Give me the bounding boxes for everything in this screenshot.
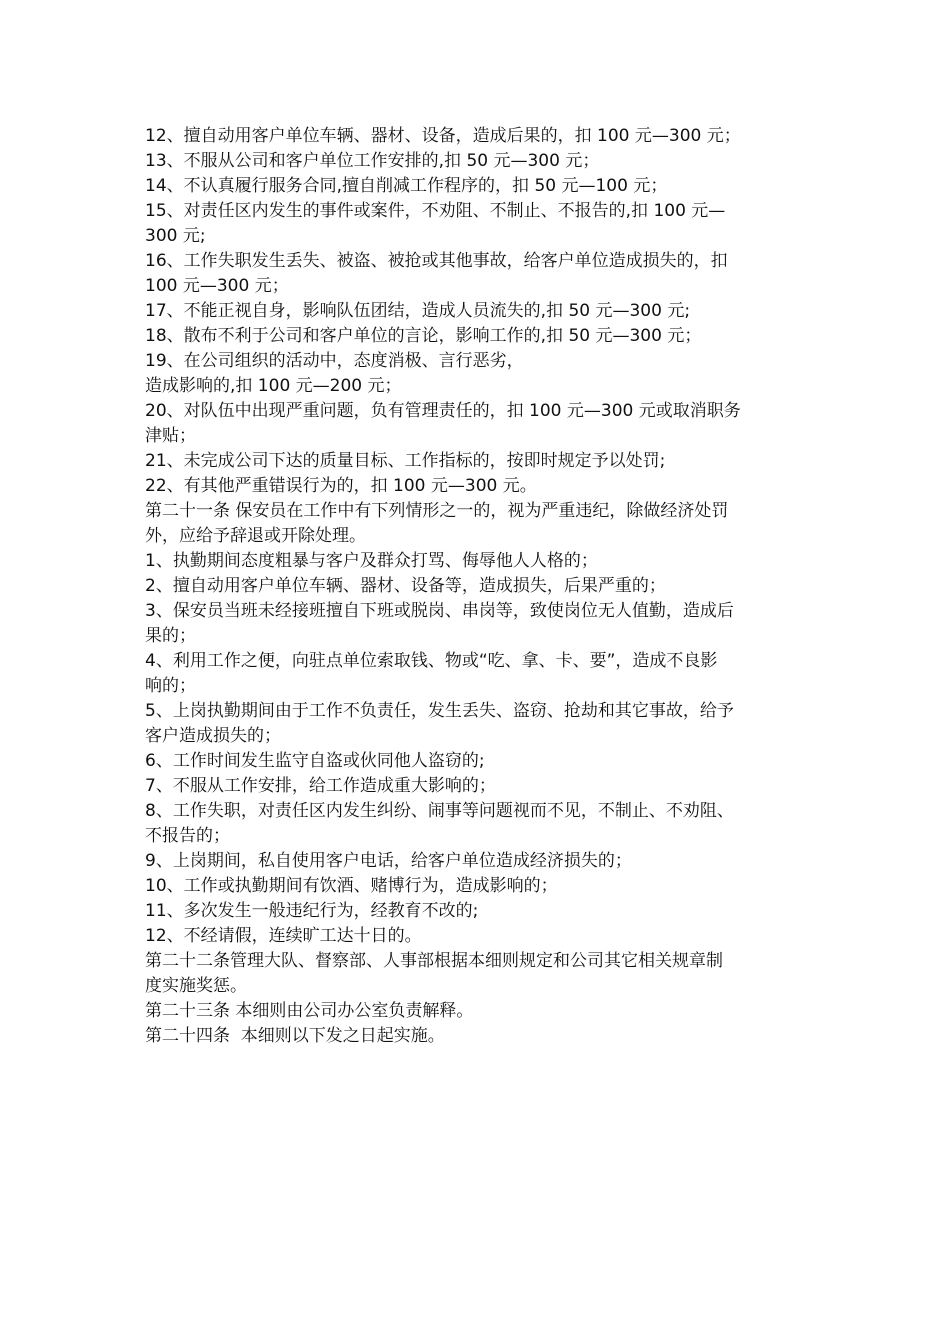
document-body [145, 124, 810, 1049]
text-line: 12、不经请假，连续旷工达十日的。 [145, 926, 422, 946]
text-line: 12、擅自动用客户单位车辆、器材、设备，造成后果的，扣 100 元—300 元； [145, 126, 741, 146]
text-line: 13、不服从公司和客户单位工作安排的,扣 50 元—300 元； [145, 151, 600, 171]
text-line: 18、散布不利于公司和客户单位的言论，影响工作的,扣 50 元—300 元； [145, 326, 702, 346]
text-line: 响的； [145, 676, 196, 696]
text-line: 造成影响的,扣 100 元—200 元； [145, 376, 402, 396]
text-line: 16、工作失职发生丢失、被盗、被抢或其他事故，给客户单位造成损失的，扣 [145, 251, 728, 271]
text-line: 14、不认真履行服务合同,擅自削减工作程序的，扣 50 元—100 元； [145, 176, 668, 196]
text-line: 第二十四条 本细则以下发之日起实施。 [145, 1026, 445, 1046]
text-line: 22、有其他严重错误行为的，扣 100 元—300 元。 [145, 476, 537, 496]
text-line: 8、工作失职，对责任区内发生纠纷、闹事等问题视而不见，不制止、不劝阻、 [145, 801, 734, 821]
text-line: 11、多次发生一般违纪行为，经教育不改的; [145, 901, 479, 921]
text-line: 客户造成损失的； [145, 726, 281, 746]
text-line: 19、在公司组织的活动中，态度消极、言行恶劣， [145, 351, 524, 371]
text-line: 津贴； [145, 426, 196, 446]
text-line: 7、不服从工作安排，给工作造成重大影响的； [145, 776, 496, 796]
text-line: 300 元; [145, 226, 206, 246]
text-line: 6、工作时间发生监守自盗或伙同他人盗窃的; [145, 751, 485, 771]
text-line: 5、上岗执勤期间由于工作不负责任，发生丢失、盗窃、抢劫和其它事故，给予 [145, 701, 734, 721]
text-line: 第二十一条 保安员在工作中有下列情形之一的，视为严重违纪，除做经济处罚 [145, 501, 729, 521]
text-line: 果的； [145, 626, 196, 646]
text-line: 4、利用工作之便，向驻点单位索取钱、物或“吃、拿、卡、要”，造成不良影 [145, 651, 718, 671]
text-line: 20、对队伍中出现严重问题，负有管理责任的，扣 100 元—300 元或取消职务 [145, 401, 741, 421]
text-line: 第二十二条管理大队、督察部、人事部根据本细则规定和公司其它相关规章制 [145, 951, 723, 971]
text-line: 10、工作或执勤期间有饮酒、赌博行为，造成影响的； [145, 876, 558, 896]
text-line: 1、执勤期间态度粗暴与客户及群众打骂、侮辱他人人格的； [145, 551, 598, 571]
text-line: 度实施奖惩。 [145, 976, 247, 996]
text-line: 9、上岗期间，私自使用客户电话，给客户单位造成经济损失的； [145, 851, 632, 871]
text-line: 15、对责任区内发生的事件或案件，不劝阻、不制止、不报告的,扣 100 元— [145, 201, 726, 221]
text-line: 3、保安员当班未经接班擅自下班或脱岗、串岗等，致使岗位无人值勤，造成后 [145, 601, 734, 621]
text-line: 第二十三条 本细则由公司办公室负责解释。 [145, 1001, 474, 1021]
text-line: 不报告的； [145, 826, 230, 846]
text-line: 外，应给予辞退或开除处理。 [145, 526, 366, 546]
text-line: 17、不能正视自身，影响队伍团结，造成人员流失的,扣 50 元—300 元; [145, 301, 691, 321]
text-line: 21、未完成公司下达的质量目标、工作指标的，按即时规定予以处罚; [145, 451, 666, 471]
text-line: 100 元—300 元； [145, 276, 289, 296]
text-line: 2、擅自动用客户单位车辆、器材、设备等，造成损失，后果严重的； [145, 576, 666, 596]
